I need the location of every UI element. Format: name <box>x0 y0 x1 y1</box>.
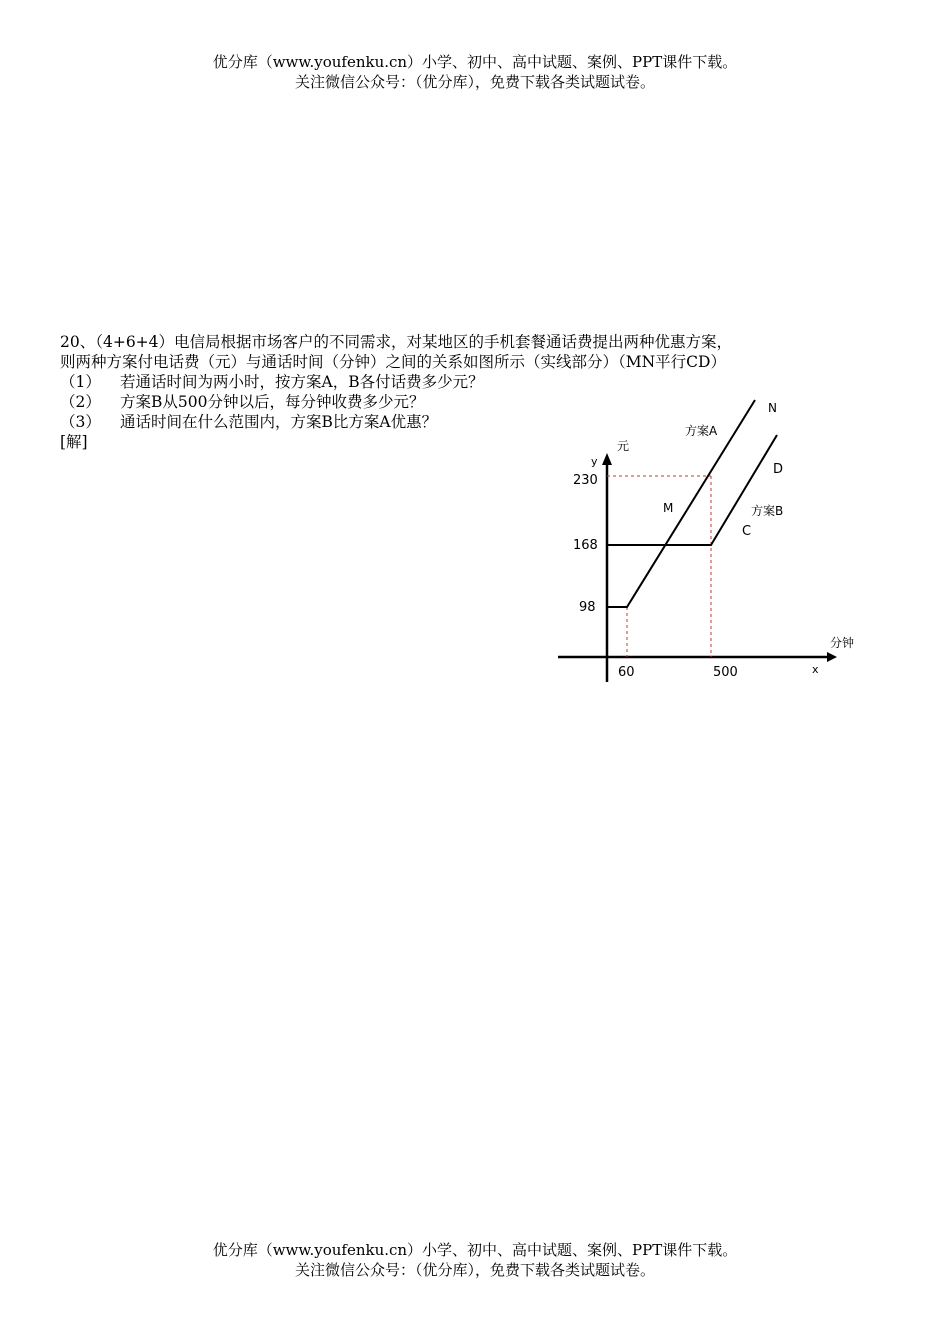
question-number: （2） <box>60 393 101 411</box>
y-axis-letter: y <box>591 455 598 468</box>
plan-a-line <box>607 400 755 607</box>
question-number: （3） <box>60 413 101 431</box>
y-tick-168: 168 <box>573 538 598 553</box>
footer-line-1: 优分库（www.youfenku.cn）小学、初中、高中试题、案例、PPT课件下载。 <box>212 1241 738 1259</box>
x-axis-arrow <box>827 652 837 662</box>
answer-label: [解] <box>60 433 88 451</box>
question-text: 通话时间在什么范围内，方案B比方案A优惠？ <box>120 413 438 431</box>
y-tick-98: 98 <box>579 600 596 615</box>
question-text: 方案B从500分钟以后，每分钟收费多少元？ <box>120 393 425 411</box>
problem-statement-line-2: 则两种方案付电话费（元）与通话时间（分钟）之间的关系如图所示（实线部分）（MN平行CD） <box>60 353 726 371</box>
label-plan-a: 方案A <box>685 424 718 438</box>
label-M: M <box>663 501 674 515</box>
problem-statement-line-1: 20、（4+6+4）电信局根据市场客户的不同需求，对某地区的手机套餐通话费提出两种优惠方案， <box>60 333 733 351</box>
page-header <box>0 52 950 92</box>
question-number: （1） <box>60 373 101 391</box>
y-tick-230: 230 <box>573 473 598 488</box>
header-line-1: 优分库（www.youfenku.cn）小学、初中、高中试题、案例、PPT课件下载。 <box>212 53 738 71</box>
label-plan-b: 方案B <box>751 504 784 518</box>
y-axis-arrow <box>602 453 612 465</box>
label-N: N <box>768 401 777 415</box>
plan-b-line <box>607 435 777 545</box>
fee-graph <box>555 395 865 695</box>
header-line-2: 关注微信公众号：（优分库），免费下载各类试题试卷。 <box>294 73 655 91</box>
x-tick-60: 60 <box>618 665 635 680</box>
question-1 <box>60 372 900 392</box>
x-axis-unit-label: 分钟 <box>830 636 855 650</box>
page-footer <box>0 1240 950 1280</box>
x-tick-500: 500 <box>713 665 738 680</box>
label-C: C <box>742 524 752 539</box>
y-axis-unit-label: 元 <box>617 439 630 453</box>
label-D: D <box>773 462 784 477</box>
question-text: 若通话时间为两小时，按方案A，B各付话费多少元？ <box>120 373 484 391</box>
x-axis-letter: x <box>812 663 819 676</box>
footer-line-2: 关注微信公众号：（优分库），免费下载各类试题试卷。 <box>294 1261 655 1279</box>
